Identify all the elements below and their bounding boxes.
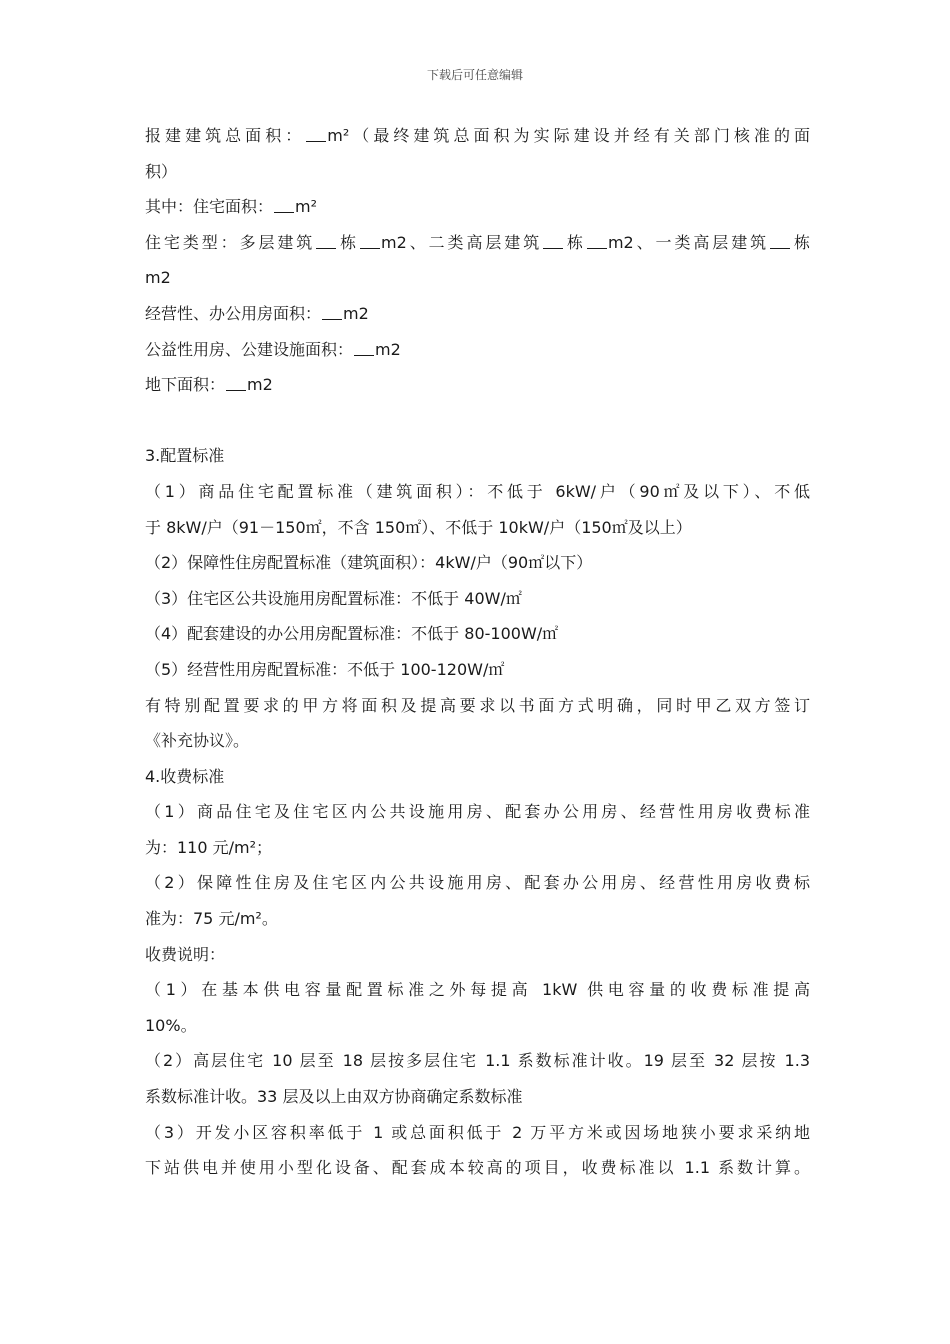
text-line-l17 [145, 723, 810, 759]
text-segment: 下站供电并使用小型化设备、配套成本较高的项目，收费标准以 1.1 系数计算。 [145, 1158, 810, 1178]
text-segment: （3）开发小区容积率低于 1 或总面积低于 2 万平方米或因场地狭小要求采纳地 [145, 1122, 810, 1142]
text-segment: 其中：住宅面积： [145, 197, 274, 217]
text-line-l26 [145, 1043, 810, 1079]
text-segment: 公益性用房、公建设施面积： [145, 339, 354, 359]
text-line-l15 [145, 652, 810, 688]
text-line-l18 [145, 759, 810, 795]
text-line-l11 [145, 510, 810, 546]
text-segment: 系数标准计收。33 层及以上由双方协商确定系数标准 [145, 1087, 523, 1107]
fill-in-blank[interactable] [274, 196, 294, 213]
text-segment: m2、一类高层建筑 [607, 232, 770, 252]
text-segment: （3）住宅区公共设施用房配置标准：不低于 40W/㎡ [145, 588, 522, 608]
text-line-l21 [145, 865, 810, 901]
text-segment: （2）保障性住房配置标准（建筑面积）：4kW/户（90㎡以下） [145, 553, 593, 573]
text-segment: m2 [145, 268, 171, 288]
text-line-l16 [145, 688, 810, 724]
text-line-l10 [145, 474, 810, 510]
text-segment: m2 [343, 303, 369, 323]
text-line-l01 [145, 118, 810, 154]
text-line-l12 [145, 545, 810, 581]
text-line-l06 [145, 296, 810, 332]
text-line-l28 [145, 1115, 810, 1151]
text-segment: （1）商品住宅及住宅区内公共设施用房、配套办公用房、经营性用房收费标准 [145, 802, 810, 822]
text-segment: 10%。 [145, 1015, 197, 1035]
text-segment: 于 8kW/户（91－150㎡，不含 150㎡）、不低于 10kW/户（150㎡及以上） [145, 517, 692, 537]
fill-in-blank[interactable] [322, 303, 342, 320]
text-line-l19 [145, 794, 810, 830]
text-segment: m2 [375, 339, 401, 359]
fill-in-blank[interactable] [543, 232, 563, 249]
text-line-l22 [145, 901, 810, 937]
text-line-l08 [145, 367, 810, 403]
text-segment: （2）高层住宅 10 层至 18 层按多层住宅 1.1 系数标准计收。19 层至 32 层按 1.3 [145, 1051, 810, 1071]
text-segment: 收费说明： [145, 944, 226, 964]
text-segment: 栋 [564, 232, 586, 252]
text-segment: 栋 [337, 232, 360, 252]
text-segment: （2）保障性住房及住宅区内公共设施用房、配套办公用房、经营性用房收费标 [145, 873, 810, 893]
text-line-l04 [145, 225, 810, 261]
text-segment: m2 [247, 375, 273, 395]
fill-in-blank[interactable] [354, 339, 374, 356]
text-line-l14 [145, 616, 810, 652]
text-segment: 栋 [791, 232, 810, 252]
text-segment: （4）配套建设的办公用房配置标准：不低于 80-100W/㎡ [145, 624, 559, 644]
text-line-l05 [145, 260, 810, 296]
text-line-l23 [145, 937, 810, 973]
fill-in-blank[interactable] [316, 232, 336, 249]
fill-in-blank[interactable] [587, 232, 607, 249]
text-segment: 住宅类型：多层建筑 [145, 232, 316, 252]
text-line-l29 [145, 1150, 810, 1186]
text-segment: 积） [145, 161, 178, 181]
text-segment: （1）商品住宅配置标准（建筑面积）：不低于 6kW/户（90㎡及以下）、不低 [145, 481, 810, 501]
text-line-l07 [145, 332, 810, 368]
blank-line [145, 403, 810, 439]
text-segment: 有特别配置要求的甲方将面积及提高要求以书面方式明确，同时甲乙双方签订 [145, 695, 810, 715]
document-body [145, 118, 810, 1186]
fill-in-blank[interactable] [770, 232, 790, 249]
text-line-l27 [145, 1079, 810, 1115]
text-segment: m² [295, 197, 318, 217]
text-line-l13 [145, 581, 810, 617]
text-segment: （5）经营性用房配置标准：不低于 100-120W/㎡ [145, 659, 505, 679]
text-segment: 报建建筑总面积： [145, 126, 306, 145]
text-line-l02 [145, 154, 810, 190]
text-segment: m2、二类高层建筑 [381, 232, 543, 252]
text-segment: 《补充协议》。 [145, 731, 250, 751]
text-segment: 4.收费标准 [145, 766, 225, 786]
fill-in-blank[interactable] [360, 232, 380, 249]
fill-in-blank[interactable] [306, 125, 326, 142]
text-segment: 经营性、办公用房面积： [145, 303, 322, 323]
text-segment: 3.配置标准 [145, 446, 225, 466]
text-segment: 准为：75 元/m²。 [145, 909, 278, 929]
text-segment: 地下面积： [145, 375, 226, 395]
page-header: 下载后可任意编辑 [426, 68, 523, 82]
text-segment: 为：110 元/m²； [145, 837, 273, 857]
text-line-l24 [145, 972, 810, 1008]
text-segment: （1）在基本供电容量配置标准之外每提高 1kW 供电容量的收费标准提高 [145, 980, 810, 1000]
text-line-l25 [145, 1008, 810, 1044]
text-line-l09 [145, 438, 810, 474]
text-line-l03 [145, 189, 810, 225]
text-segment: m²（最终建筑总面积为实际建设并经有关部门核准的面 [327, 126, 810, 145]
text-line-l20 [145, 830, 810, 866]
fill-in-blank[interactable] [226, 374, 246, 391]
